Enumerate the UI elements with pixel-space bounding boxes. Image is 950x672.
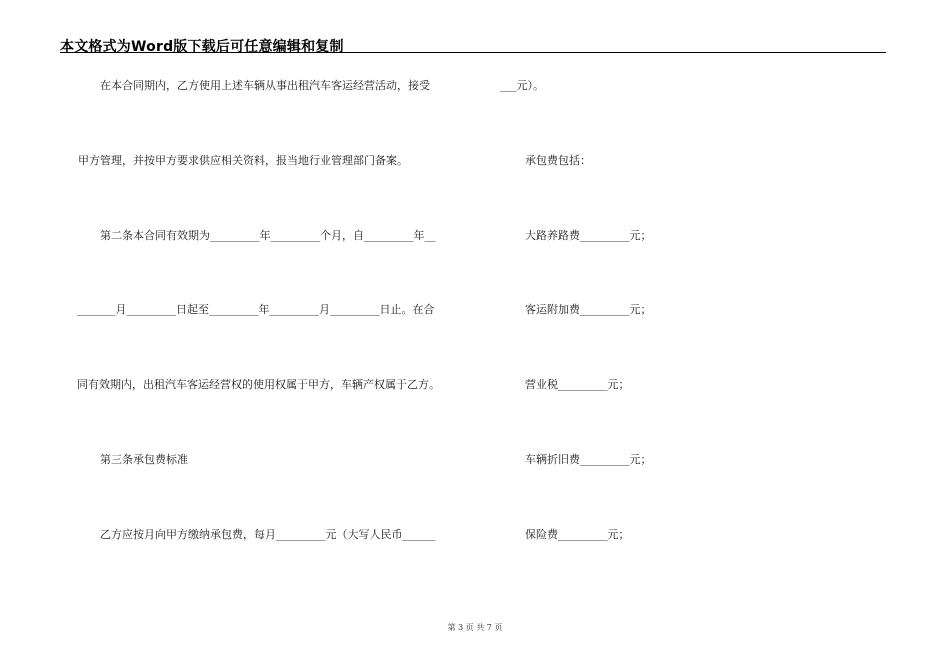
- fee-section-label: 承包费包括：: [525, 154, 591, 167]
- article-heading: 第三条承包费标准: [100, 453, 188, 466]
- header-divider: [60, 52, 886, 53]
- page-number-footer: 第 3 页 共 7 页: [447, 623, 503, 632]
- contract-text-line: 甲方管理，并按甲方要求供应相关资料，报当地行业管理部门备案。: [78, 154, 408, 167]
- contract-text-line: 乙方应按月向甲方缴纳承包费，每月_________元（大写人民币______: [100, 528, 436, 541]
- contract-text-line: 第二条本合同有效期为_________年_________个月，自_________年__: [100, 229, 436, 242]
- fee-item-insurance: 保险费_________元；: [525, 528, 630, 541]
- contract-text-line: 在本合同期内，乙方使用上述车辆从事出租汽车客运经营活动，接受: [100, 79, 430, 92]
- contract-text-line: _______月_________日起至_________年_________月_________日止。在合: [77, 303, 435, 316]
- contract-text-line: ___元）。: [500, 79, 544, 92]
- fee-item-depreciation: 车辆折旧费_________元；: [525, 453, 652, 466]
- document-header-title: 本文格式为Word版下载后可任意编辑和复制: [60, 39, 344, 55]
- fee-item-road-maintenance: 大路养路费_________元；: [525, 229, 652, 242]
- contract-text-line: 同有效期内，出租汽车客运经营权的使用权属于甲方，车辆产权属于乙方。: [77, 378, 440, 391]
- fee-item-passenger-surcharge: 客运附加费_________元；: [525, 303, 652, 316]
- fee-item-business-tax: 营业税_________元；: [525, 378, 630, 391]
